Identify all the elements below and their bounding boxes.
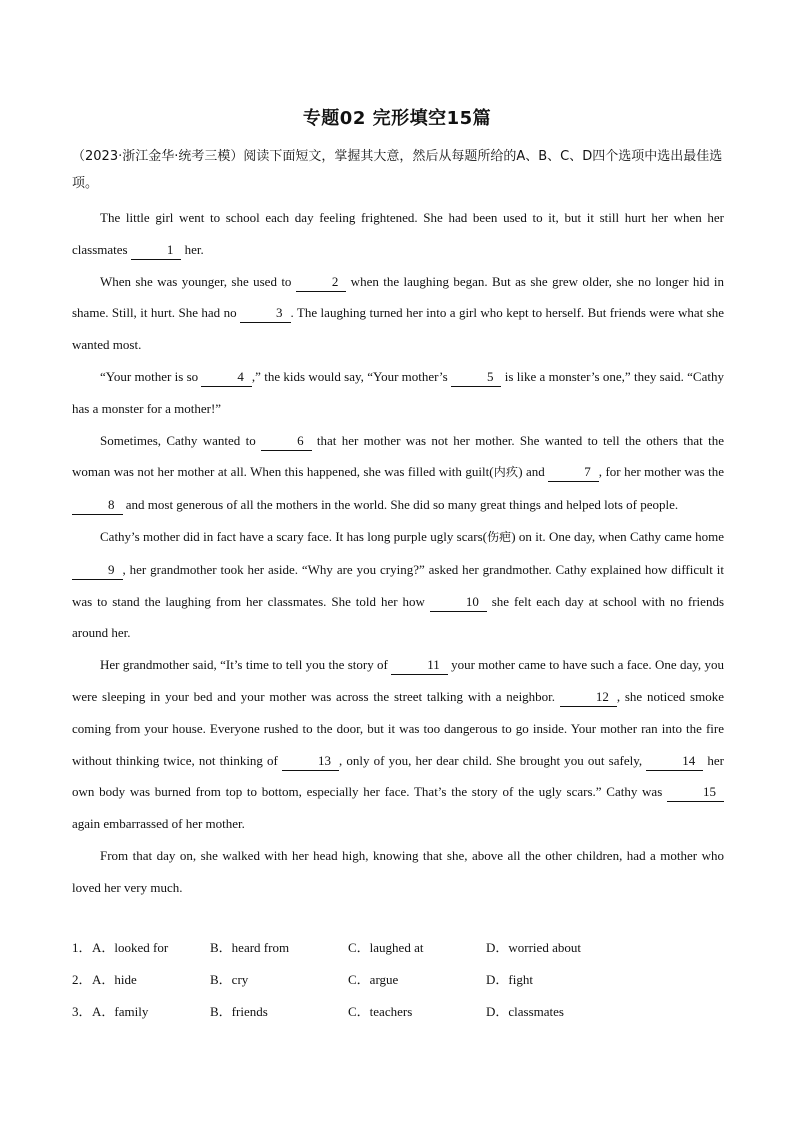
- option-b[interactable]: B．heard from: [210, 940, 290, 955]
- blank-10[interactable]: 10: [430, 593, 487, 612]
- paragraph-5: Cathy’s mother did in fact have a scary face. It has long purple ugly scars(伤疤) on it. One day, when Cathy came home 9 , her grandmother took her aside. “Why are you crying?” asked her grandmother. Cathy explained how difficult it was to stand the laughing from her classmates. She told her how 10 she felt each day at school with no friends around her.: [72, 528, 725, 641]
- cloze-passage: [72, 202, 724, 904]
- question-1: [72, 934, 724, 966]
- question-3: [72, 998, 724, 1030]
- option-a[interactable]: A．hide: [92, 971, 137, 987]
- option-d[interactable]: D．classmates: [486, 1003, 564, 1019]
- option-c[interactable]: C．teachers: [348, 1003, 413, 1019]
- paragraph-2: When she was younger, she used to 2 when the laughing began. But as she grew older, she no longer hid in shame. Still, it hurt. She had no 3 . The laughing turned her into a girl who kept to herself. But friends were what she wanted most.: [72, 273, 724, 353]
- paragraph-4: Sometimes, Cathy wanted to 6 that her mother was not her mother. She wanted to tell the others that the woman was not her mother at all. When this happened, she was filled with guilt(内疚) and 7 , for her mother was the 8 and most generous of all the mothers in the world. She did so many great things and helped lots of people.: [72, 425, 724, 521]
- paragraph-3: “Your mother is so 4 ,” the kids would say, “Your mother’s 5 is like a monster’s one,” they said. “Cathy has a monster for a mother!”: [72, 368, 724, 416]
- option-c[interactable]: C．laughed at: [348, 940, 424, 955]
- paragraph-7: From that day on, she walked with her head high, knowing that she, above all the other children, had a mother who loved her very much.: [72, 847, 724, 895]
- option-b[interactable]: B．cry: [210, 971, 249, 987]
- page-title: 专题02 完形填空15篇: [302, 108, 492, 129]
- blank-3[interactable]: 3: [240, 304, 291, 323]
- blank-1[interactable]: 1: [131, 241, 182, 260]
- blank-8[interactable]: 8: [72, 496, 123, 515]
- blank-14[interactable]: 14: [646, 752, 703, 771]
- blank-5[interactable]: 5: [451, 368, 502, 387]
- blank-6[interactable]: 6: [261, 432, 312, 451]
- blank-12[interactable]: 12: [560, 688, 617, 707]
- blank-4[interactable]: 4: [201, 368, 252, 387]
- question-2: [72, 966, 724, 998]
- blank-9[interactable]: 9: [72, 561, 123, 580]
- paragraph-1: The little girl went to school each day feeling frightened. She had been used to it, but it still hurt her when her classmates 1 her.: [72, 202, 724, 266]
- question-number: 1．: [72, 940, 92, 955]
- blank-2[interactable]: 2: [296, 273, 347, 292]
- option-c[interactable]: C．argue: [348, 971, 399, 987]
- blank-7[interactable]: 7: [548, 463, 599, 482]
- option-d[interactable]: D．worried about: [486, 940, 581, 955]
- question-number: 2．: [72, 971, 92, 987]
- question-number: 3．: [72, 1003, 92, 1019]
- option-d[interactable]: D．fight: [486, 971, 533, 987]
- option-b[interactable]: B．friends: [210, 1003, 268, 1019]
- blank-11[interactable]: 11: [391, 656, 448, 675]
- paragraph-6: Her grandmother said, “It’s time to tell you the story of 11 your mother came to have such a face. One day, you were sleeping in your bed and your mother was across the street talking with a neighbor. 12 , she noticed smoke coming from your house. Everyone rushed to the door, but it was too dangerous to go inside. Your mother ran into the fire without thinking twice, not thinking of 13 , only of you, her dear child. She brought you out safely, 14 her own body was burned from top to bottom, especially her face. That’s the story of the ugly scars.” Cathy was 15 again embarrassed of her mother.: [72, 657, 724, 832]
- answer-options: [72, 934, 724, 1029]
- option-a[interactable]: A．family: [92, 1003, 149, 1019]
- option-a[interactable]: A．looked for: [92, 940, 169, 955]
- instructions: （2023·浙江金华·统考三模）阅读下面短文，掌握其大意，然后从每题所给的A、B、C、D四个选项中选出最佳选项。: [72, 149, 723, 191]
- blank-13[interactable]: 13: [282, 752, 339, 771]
- blank-15[interactable]: 15: [667, 783, 724, 802]
